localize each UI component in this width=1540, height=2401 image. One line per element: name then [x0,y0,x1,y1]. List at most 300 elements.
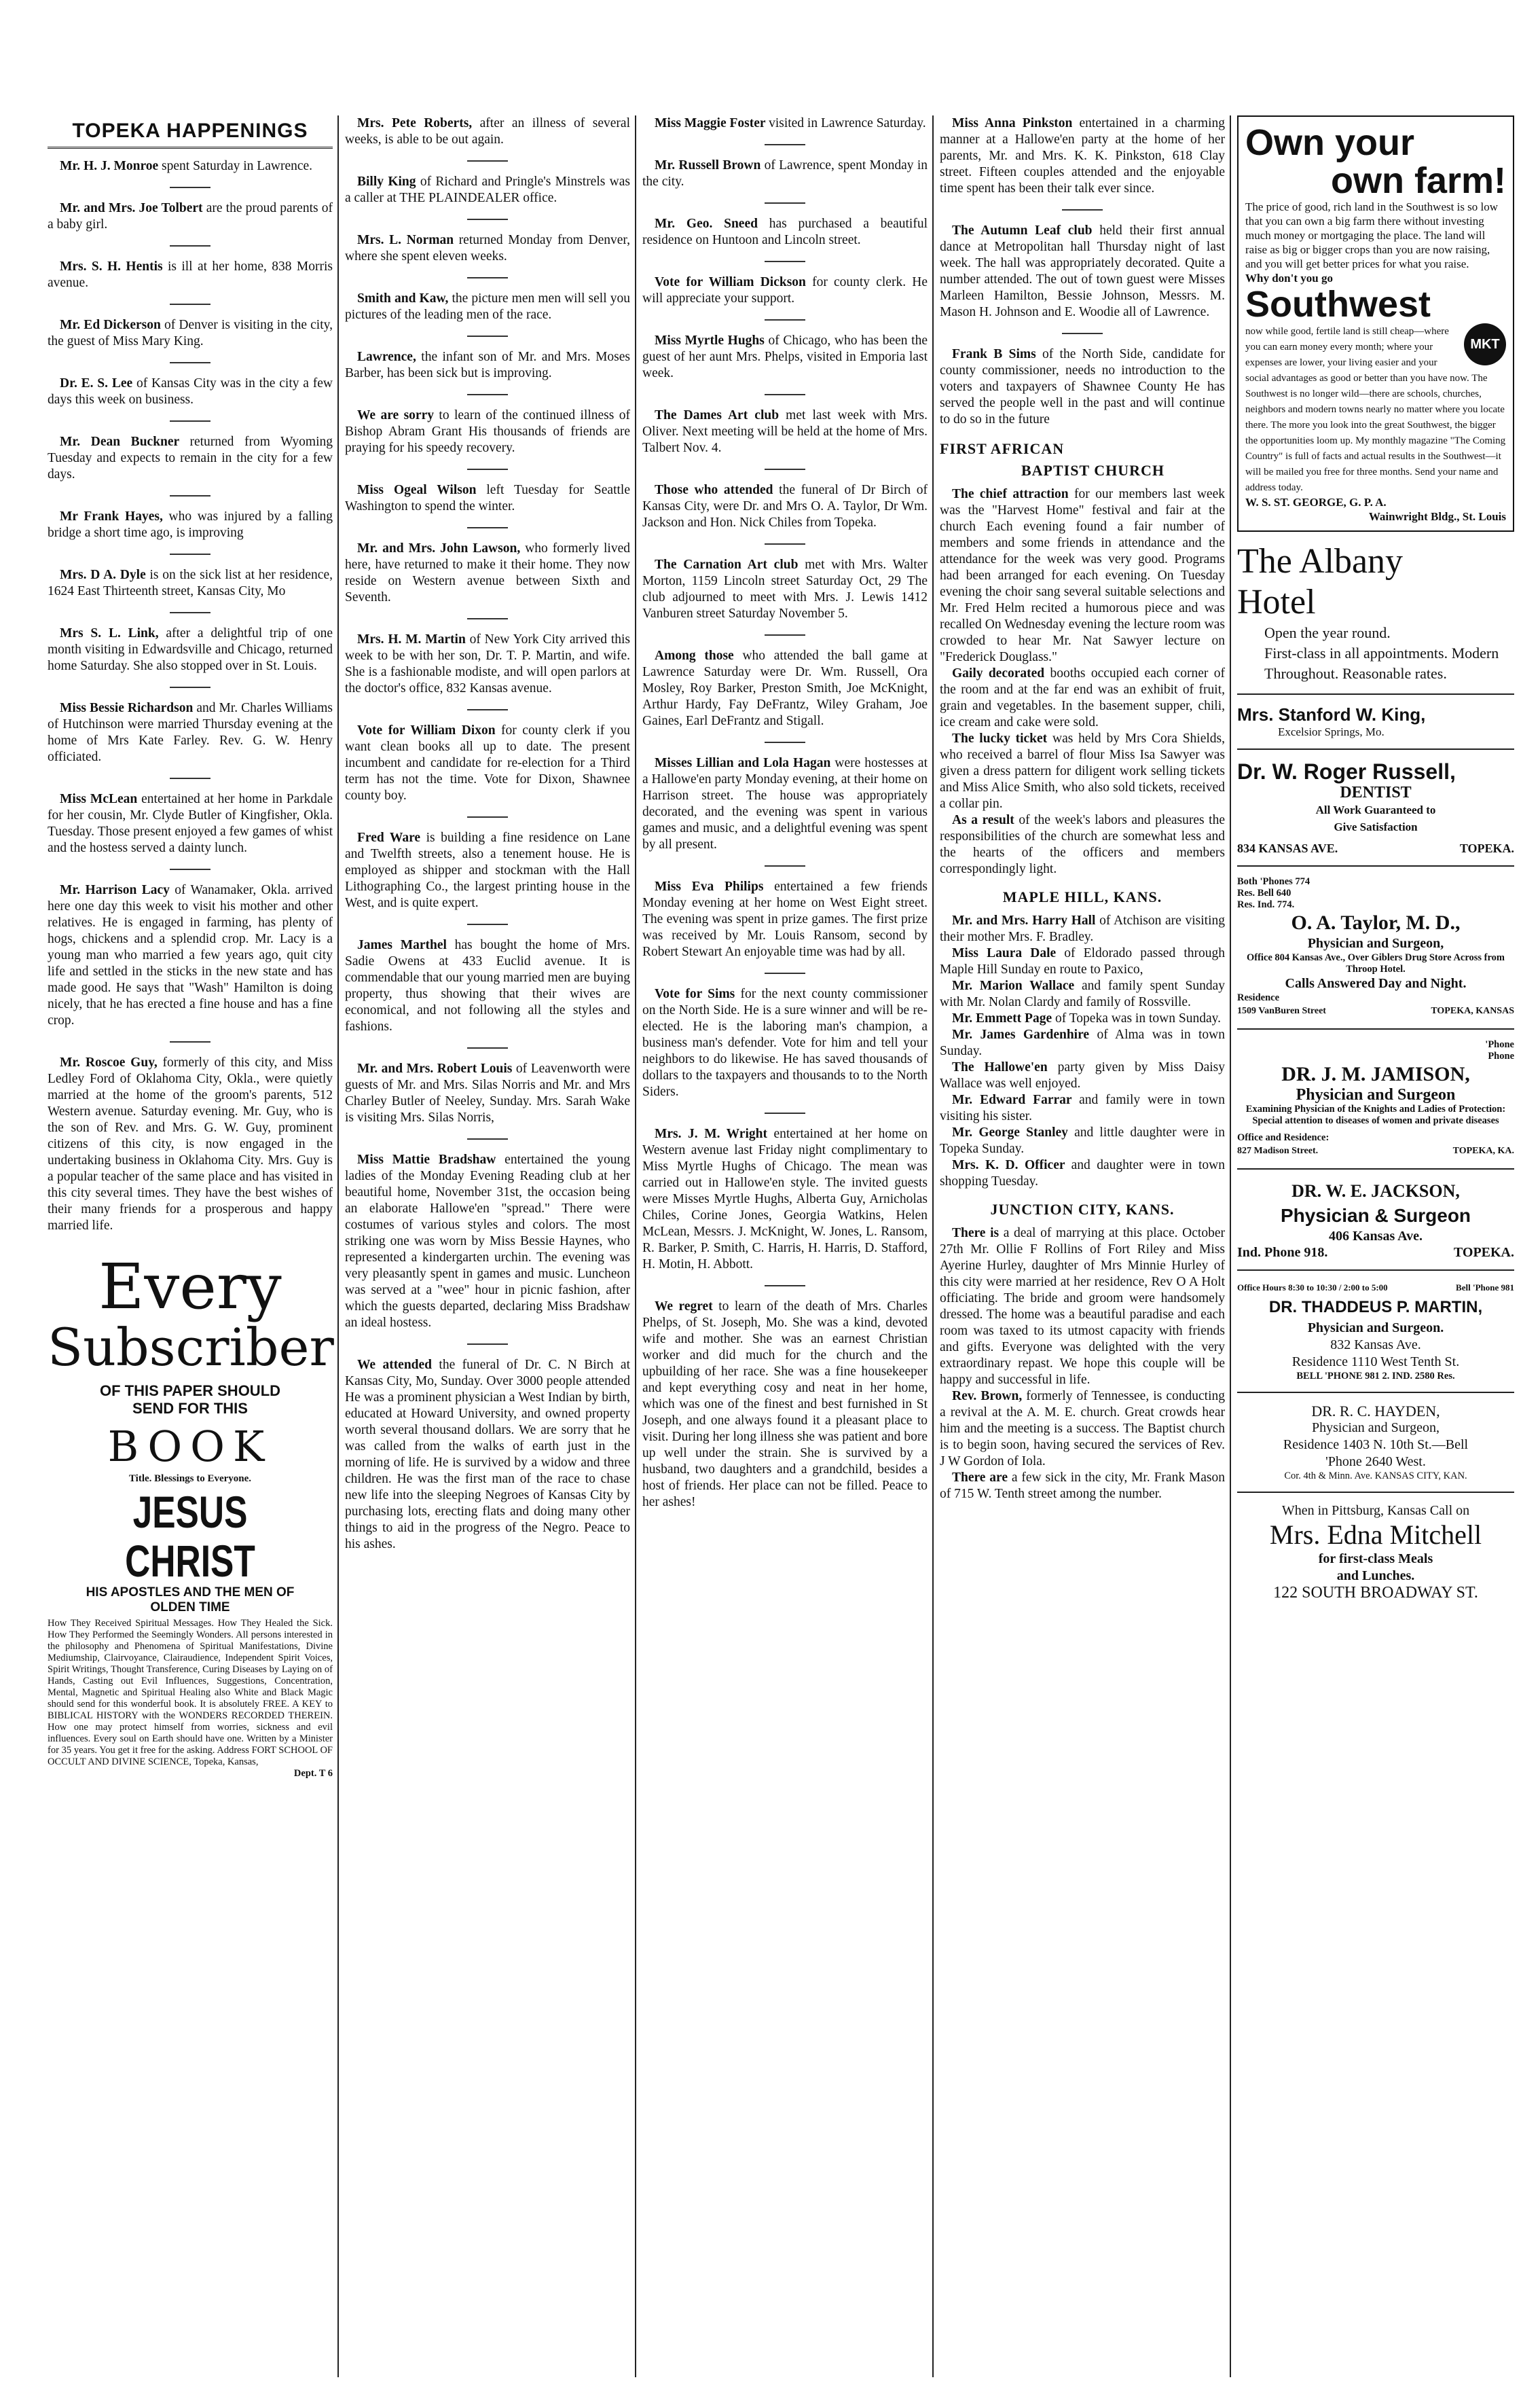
news-item-text: party given by Miss Daisy Wallace was well enjoyed. [940,1060,1225,1091]
item-separator [467,1343,508,1345]
news-items [940,115,1225,428]
news-item-lead: Miss Laura Dale [952,946,1065,960]
news-item [48,882,333,1029]
news-item-text: is ill at her home, 838 Morris avenue. [48,259,333,290]
item-separator [170,362,210,363]
item-separator [765,1285,805,1286]
news-item-text: visited in Lawrence Saturday. [769,116,926,130]
news-item [940,913,1225,945]
taylor-address: Office 804 Kansas Ave., Over Giblers Drug Store Across from Throop Hotel. [1246,952,1505,975]
news-item-text: are the proud parents of a baby girl. [48,201,333,232]
news-item-text: who was injured by a falling bridge a short time ago, is improving [48,509,333,540]
news-item-text: is building a fine residence on Lane and Twelfth streets, also a tenement house. He is employed as shipper and stockman with the Hall Lithographing Co., the largest printing house in the West, and is quite expert. [345,831,630,910]
divider [1237,1392,1514,1393]
jackson-city: TOPEKA. [1453,1245,1514,1260]
taylor-calls: Calls Answered Day and Night. [1285,976,1467,991]
jamison-address-row [1237,1144,1514,1159]
martin-address: 832 Kansas Ave. [1330,1337,1421,1352]
news-item-lead: Mrs S. L. Link, [60,626,166,640]
news-item-lead: Mr. H. J. Monroe [60,159,162,173]
albany-hotel-ad [1237,541,1514,684]
taylor-res: Residence [1237,992,1280,1003]
news-item-text: for our members last week was the "Harvest Home" festival and fair at the church Each evening found a fair number of members and some friends in attendance and the attendance for the week was very good. Programs had been arranged for each evening. On Tuesday evening the choir sang several suitable selections and Mr. Fred Helm recited a humorous piece and was recalled On Wednesday evening the lecture room was crowded to hear Mr. Nat Sawyer lecture on "Frederick Douglass." [940,487,1225,664]
news-item-lead: The Hallowe'en [952,1060,1058,1075]
news-item [345,115,630,148]
hayden-title: Physician and Surgeon, [1312,1420,1440,1435]
news-item-lead: Vote for Sims [655,987,741,1001]
news-item [48,509,333,541]
news-item-lead: Mr. Geo. Sneed [655,217,769,231]
news-item-text: met with Mrs. Walter Morton, 1159 Lincoln street Saturday Oct, 29 The club adjourned to meet with Mrs. J. Lewis 1412 Vanburen street Saturday November 5. [642,558,928,621]
news-item-lead: James Marthel [357,938,455,952]
farm-body: The price of good, rich land in the Southwest is so low that you can own a big farm there without investing much money or mortgaging the place. The land will raise as big or bigger crops than you are now raising, and you will get better prices for what you raise. [1245,200,1499,270]
news-item-lead: Mr. Dean Buckner [60,435,190,449]
news-item [642,482,928,531]
taylor-phone2: Res. Bell 640 [1237,888,1291,899]
news-item [345,1061,630,1126]
news-item-text: of Topeka was in town Sunday. [1055,1011,1221,1026]
mkt-logo-icon: MKT [1464,323,1506,365]
news-item [940,812,1225,878]
church-heading-2: BAPTIST CHURCH [1021,462,1165,479]
item-separator [170,304,210,305]
news-item-lead: Frank B Sims [952,347,1042,361]
farm-sign: W. S. ST. GEORGE, G. P. A. [1245,496,1387,509]
farm-address: Wainwright Bldg., St. Louis [1368,510,1506,523]
news-item-lead: Miss Maggie Foster [655,116,769,130]
news-item [940,115,1225,197]
martin-bell: Bell 'Phone 981 [1456,1282,1514,1293]
news-item-lead: Mr. and Mrs. Harry Hall [952,914,1100,928]
russell-line1: All Work Guaranteed to [1315,804,1436,816]
news-item-text: and family were in town visiting his sister. [940,1093,1225,1123]
news-item-text: entertained a few friends Monday evening at her home on West Eight street. The evening was spent in prize games. The first prize was received by Mr. Louis Ransom, second by Robert Stewart An enjoyable time was had by all. [642,880,928,959]
news-item-lead: Gaily decorated [952,666,1050,681]
news-item-lead: Miss Mattie Bradshaw [357,1153,505,1167]
news-item-lead: We are sorry [357,408,439,422]
ad-jesus: JESUS CHRIST [125,1487,255,1586]
news-item [940,978,1225,1011]
news-item-lead: Lawrence, [357,350,422,364]
item-separator [170,612,210,613]
news-item [345,937,630,1035]
news-item-text: entertained at her home on Western avenue last Friday night complimentary to Miss Myrtle Hughs of Chicago. The mean was carried out in Hallowe'en style. The invited guests were Misses Myrtle Hughs, Alberta Guy, Arnicholas Chiles, Corine Jones, Georgia Watkins, Helen McLean, Messrs. J. McKnight, W. Jones, L. Ransom, R. Barker, P. Smith, C. Harris, H. Harris, D. Stafford, H. Motin, H. Abbott. [642,1127,928,1271]
news-item-text: of the North Side, candidate for county commissioner, needs no introduction to the voters and taxpayers of Shawnee County He has served the people well in the past and will continue to do so in the future [940,347,1226,427]
news-item-text: of Chicago, who has been the guest of her aunt Mrs. Phelps, visited in Emporia last week. [642,333,928,380]
news-item [940,1027,1225,1060]
news-item [345,232,630,265]
news-item-lead: Mr. and Mrs. John Lawson, [357,541,526,556]
news-item [940,1388,1225,1470]
news-item [345,482,630,515]
news-item-lead: Mr Frank Hayes, [60,509,169,524]
news-item [48,158,333,175]
news-item-lead: Fred Ware [357,831,426,845]
item-separator [765,202,805,204]
news-item-text: and family spent Sunday with Mr. Nolan Clardy and family of Rossville. [940,979,1225,1009]
news-item-lead: Mrs. S. H. Hentis [60,259,168,274]
jackson-title: Physician & Surgeon [1280,1205,1471,1226]
news-item-lead: Mr. James Gardenhire [952,1028,1097,1042]
news-item-text: spent Saturday in Lawrence. [162,159,313,173]
news-item [642,557,928,622]
column-1 [48,115,333,1780]
news-item-text: and daughter were in town shopping Tuesday. [940,1158,1225,1189]
news-item-lead: The Autumn Leaf club [952,223,1100,238]
news-item-text: of Richard and Pringle's Minstrels was a caller at THE PLAINDEALER office. [345,175,630,205]
ad-dept: Dept. T 6 [293,1768,333,1779]
albany-line-3: Throughout. Reasonable rates. [1264,665,1447,682]
jackson-name: DR. W. E. JACKSON, [1291,1181,1460,1201]
news-item [940,1225,1225,1388]
hayden-phone: 'Phone 2640 West. [1325,1454,1426,1469]
farm-body2 [1245,323,1506,495]
newspaper-page [48,115,1514,2384]
news-item-text: returned from Wyoming Tuesday and expects to remain in the city for a few days. [48,435,333,482]
news-item-text: the picture men men will sell you pictures of the leading men of the race. [345,291,630,322]
taylor-card [1237,876,1514,1019]
ad-book: BOOK [107,1422,273,1471]
hayden-res: Residence 1403 N. 10th St.—Bell [1283,1437,1469,1452]
item-separator [765,634,805,636]
news-item [642,216,928,249]
news-item-lead: Mr. Russell Brown [655,158,765,173]
news-item [940,1011,1225,1027]
news-item-lead: Mrs. Pete Roberts, [357,116,480,130]
news-item-lead: Smith and Kaw, [357,291,452,306]
news-item [940,731,1225,812]
item-separator [467,924,508,925]
news-item [642,648,928,729]
item-separator [765,742,805,743]
taylor-res-row [1237,1004,1514,1019]
item-separator [467,1138,508,1140]
news-item-text: to learn of the death of Mrs. Charles Phelps, of St. Joseph, Mo. She was a kind, devoted wife and mother. She was an earnest Christian worker and did much for the church and the upbuilding of her race. She was a fine housekeeper and kept everything cosy and neat in her home, which was one of the finest and best furnished in St Joseph, and one always found it a pleasant place to visit. During her long illness she was patient and bore up well under the strain. She is survived by a husband, two daughters and a grandchild, besides a host of friends. Her place can not be filled. Peace to her ashes! [642,1299,928,1509]
farm-southwest: Southwest [1245,284,1431,325]
albany-line-1: Open the year round. [1264,624,1391,641]
hayden-name: DR. R. C. HAYDEN, [1311,1403,1440,1420]
column-rule [932,115,934,2377]
martin-card [1237,1280,1514,1382]
news-item [345,632,630,697]
russell-title: DENTIST [1340,784,1412,801]
item-separator [1062,333,1103,334]
news-item [940,223,1225,321]
item-separator [467,709,508,710]
martin-name: DR. THADDEUS P. MARTIN, [1268,1298,1483,1316]
news-item-text: entertained the young ladies of the Monday Evening Reading club at her beautiful home, November 31st, the occasion being an elaborate Hallowe'en "spread." There were costumes of various styles and colors. The most striking one was worn by Miss Bessie Haynes, who represented a kindergarten urchin. The evening was very pleasantly spent in games and music. Luncheon was served at a "wee" hour in picnic fashion, after which the guests departed, declaring Miss Bradshaw an ideal hostess. [345,1153,630,1330]
ad-subscriber: Subscriber [48,1317,334,1377]
news-item-lead: Mrs. H. M. Martin [357,632,470,647]
column-4 [940,115,1225,1502]
martin-phones: BELL 'PHONE 981 2. IND. 2580 Res. [1296,1371,1455,1382]
hayden-card [1237,1403,1514,1482]
jamison-phone1: 'Phone [1485,1039,1514,1050]
news-item-text: of Wanamaker, Okla. arrived here one day this week to visit his mother and other relatives. He is engaged in farming, has plenty of hogs, chickens and a splendid crop. Mr. Lacy is a young man who married a few years ago, quit city life and settled in the sticks in the new state and has made good. He says that "Wash" Hamilton is doing nicely, that he has erected a fine house and has a fine crop. [48,883,333,1028]
item-separator [765,394,805,395]
column-rule [635,115,636,2377]
news-item-text: who attended the ball game at Lawrence Saturday were Dr. Wm. Russell, Ora Mosley, Roy Barker, Preston Smith, Joe McKnight, Arthur Hardy, Fay DeFrantz, Wiley Graham, Joe Gaines, Earl DeFrantz and Stigall. [642,649,928,728]
news-item [642,115,928,132]
item-separator [170,778,210,779]
news-item-lead: Misses Lillian and Lola Hagan [655,756,835,770]
news-item-text: has purchased a beautiful residence on Huntoon and Lincoln street. [642,217,928,247]
stanford-name: Mrs. Stanford W. King, [1237,704,1426,725]
news-item [642,1299,928,1511]
news-item-text: entertained in a charming manner at a Hallowe'en party at the home of her parents, Mr. and Mrs. K. K. Pinkston, 618 Clay street. Fifteen couples attended and the enjoyable time spent has been their talk ever since. [940,116,1225,196]
news-item [48,791,333,856]
news-item-lead: Miss Myrtle Hughs [655,333,769,348]
item-separator [170,687,210,688]
divider [1237,1028,1514,1030]
item-separator [467,618,508,619]
divider [1237,693,1514,695]
item-separator [1062,209,1103,211]
news-item [48,1055,333,1234]
news-item [642,755,928,853]
divider [1237,1269,1514,1271]
news-item-text: returned Monday from Denver, where she spent eleven weeks. [345,233,630,264]
news-item-text: the funeral of Dr Birch of Kansas City, were Dr. and Mrs O. A. Taylor, Dr Wm. Jackson and Hon. Nick Chiles from Topeka. [642,483,928,530]
mitchell-name: Mrs. Edna Mitchell [1269,1519,1482,1550]
news-item-lead: Those who attended [655,483,780,497]
martin-title: Physician and Surgeon. [1307,1320,1444,1335]
stanford-place: Excelsior Springs, Mo. [1278,725,1385,738]
news-item-lead: Mr. Roscoe Guy, [60,1055,163,1070]
news-item [940,1060,1225,1092]
news-items [940,1225,1225,1502]
news-item [642,408,928,456]
mitchell-when: When in Pittsburg, Kansas Call on [1281,1503,1470,1518]
news-item-text: of Lawrence, spent Monday in the city. [642,158,928,189]
news-item-lead: Dr. E. S. Lee [60,376,136,391]
maple-hill-heading: MAPLE HILL, KANS. [1002,888,1162,905]
news-item-text: of Denver is visiting in the city, the guest of Miss Mary King. [48,318,333,348]
news-item-text: formerly of this city, and Miss Ledley Ford of Oklahoma City, Okla., were quietly married at the home of the groom's parents, 512 Western avenue. Saturday evening. Mr. Guy, who is the son of Rev. and Mrs. G. W. Guy, prominent citizens of this city, is now engaged in the undertaking business in Oklahoma City. Mrs. Guy is a popular teacher of the same place and has visited in this city several times. They have the best wishes of their many friends for a prosperous and happy married life. [48,1055,333,1233]
news-item [48,434,333,483]
mitchell-address: 122 SOUTH BROADWAY ST. [1273,1584,1478,1602]
jackson-card [1237,1179,1514,1260]
albany-name-2: Hotel [1237,583,1316,621]
taylor-res-address: 1509 VanBuren Street [1237,1006,1326,1016]
farm-advertisement [1237,115,1514,532]
item-separator [467,816,508,818]
news-item [48,259,333,291]
jamison-name: DR. J. M. JAMISON, [1281,1063,1470,1085]
jamison-title: Physician and Surgeon [1296,1086,1456,1104]
news-item-text: a deal of marrying at this place. October 27th Mr. Ollie F Rollins of Fort Riley and Miss Ayerine Hurley, daughter of Mrs Minnie Hurley of this city were married at her residence, Rev O A Holt officiating. The bride and groom were handsomely dressed. The home was a beautiful paradise and each room was taxed to its utmost capacity with friends and gifts. Everyone was delighted with the very extraordinary repast. We hope this couple will be happy and successful in life. [940,1226,1225,1387]
item-separator [170,1041,210,1043]
news-item-text: after an illness of several weeks, is able to be out again. [345,116,630,147]
item-separator [170,420,210,422]
farm-title-1: Own your [1245,122,1415,163]
news-item-text: for county clerk if you want clean books all up to date. The present incumbent and candidate for re-election for a Third term has not the time. Vote for Dixon, Shawnee county boy. [345,723,630,803]
news-item-text: of Alma was in town Sunday. [940,1028,1225,1058]
item-separator [467,394,508,395]
taylor-title: Physician and Surgeon, [1307,936,1444,951]
item-separator [170,869,210,870]
news-item-text: is on the sick list at her residence, 1624 East Thirteenth street, Kansas City, Mo [48,568,333,598]
news-item-text: were hostesses at a Hallowe'en party Monday evening, at their home on Harrison street. The house was appropriately decorated, and the evening was spent in various games and music, and a delightful evening was spent by all present. [642,756,928,852]
news-item-text: formerly of Tennessee, is conducting a revival at the A. M. E. church. Great crowds hear him and the meeting is a success. The Baptist church is to begin soon, having secured the services of Rev. J W Gordon of Iola. [940,1389,1225,1468]
russell-name: Dr. W. Roger Russell, [1237,759,1456,784]
news-item-lead: Billy King [357,175,420,189]
news-item [642,986,928,1100]
item-separator [765,319,805,321]
news-item [345,723,630,804]
news-item-text: a few sick in the city, Mr. Frank Mason of 715 W. Tenth street among the number. [940,1470,1225,1501]
news-item-text: met last week with Mrs. Oliver. Next meeting will be held at the home of Mrs. Talbert Nov. 4. [642,408,928,455]
column-rule [337,115,339,2377]
news-item-lead: Mr. and Mrs. Robert Louis [357,1062,516,1076]
news-items [48,158,333,1234]
news-item [345,1152,630,1331]
ad-line1: OF THIS PAPER SHOULD [99,1382,281,1399]
mitchell-line1: for first-class Meals [1318,1551,1433,1566]
news-item [642,1126,928,1273]
news-item [345,830,630,911]
item-separator [765,865,805,867]
news-item-lead: Mrs. L. Norman [357,233,459,247]
news-item-lead: Mrs. J. M. Wright [655,1127,774,1141]
junction-city-heading: JUNCTION CITY, KANS. [990,1201,1175,1218]
news-items [345,115,630,1553]
news-items [940,486,1225,878]
news-item-text: for county clerk. He will appreciate your support. [642,275,928,306]
news-item-lead: Vote for William Dixon [357,723,502,738]
jamison-office: Office and Residence: [1237,1132,1330,1143]
news-item-lead: Vote for William Dickson [655,275,813,289]
church-heading-1: FIRST AFRICAN [940,440,1065,457]
news-item-lead: There are [952,1470,1012,1485]
news-item [48,376,333,408]
news-item-lead: Mrs. D A. Dyle [60,568,150,582]
ad-olden: OLDEN TIME [150,1600,230,1614]
news-item-lead: Miss Anna Pinkston [952,116,1080,130]
farm-title-2: own farm! [1330,160,1506,201]
news-item-text: after a delightful trip of one month visiting in Edwardsville and Chicago, returned home Saturday. She also stopped over in St. Louis. [48,626,333,673]
item-separator [467,469,508,470]
news-item-lead: Mr. Edward Farrar [952,1093,1080,1107]
albany-line-2: First-class in all appointments. Modern [1264,645,1499,662]
news-item-text: the funeral of Dr. C. N Birch at Kansas City, Mo, Sunday. Over 3000 people attended He was a prominent physician a West Indian by birth, educated at Howard University, and owned property worth several thousand dollars. We are sorry that he was called from the walks of earth just in the morning of life. He is survived by a widow and three children. He was the first man of the race to chase new life into the sleeping Negroes of Kansas City by purchasing lots, erecting flats and doing many other things to aid in the progress of the Negro. Peace to his ashes. [345,1358,630,1551]
news-item [345,174,630,206]
item-separator [170,187,210,188]
news-item-lead: Among those [655,649,743,663]
news-item [345,1357,630,1553]
news-item-lead: Miss McLean [60,792,142,806]
news-item [48,317,333,350]
item-separator [467,277,508,278]
news-item-lead: Mr. Emmett Page [952,1011,1055,1026]
russell-address: 834 KANSAS AVE. [1237,842,1338,855]
news-item-lead: Miss Ogeal Wilson [357,483,487,497]
hayden-address: Cor. 4th & Minn. Ave. KANSAS CITY, KAN. [1284,1470,1467,1481]
news-item [940,346,1225,428]
news-item-lead: There is [952,1226,1004,1240]
russell-line2: Give Satisfaction [1334,820,1418,833]
taylor-phone3: Res. Ind. 774. [1237,899,1295,910]
news-item [940,1092,1225,1125]
item-separator [467,160,508,162]
item-separator [170,554,210,555]
russell-city: TOPEKA. [1459,842,1514,855]
item-separator [467,1047,508,1049]
ad-title: Title. Blessings to Everyone. [128,1473,252,1484]
farm-why: Why don't you go [1245,272,1333,285]
jamison-address: 827 Madison Street. [1237,1146,1319,1156]
item-separator [765,469,805,470]
jamison-line1: Examining Physician of the Knights and Ladies of Protection: [1245,1104,1506,1115]
item-separator [765,973,805,974]
news-item [345,541,630,606]
ad-body: How They Received Spiritual Messages. How They Healed the Sick. How They Performed the Seemingly Wonders. All persons interested in the philosophy and Phenomena of Spiritual Manifestations, Divine Mediumship, Clairvoyance, Clairaudience, Independent Spirit Voices, Spirit Writings, Thought Transference, Curing Diseases by Laying on of Hands, Casting out Evil Influences, Suggestions, Concentration, Mental, Magnetic and Spiritual Healing also White and Black Magic should send for this wonderful book. It is absolutely FREE. A KEY to BIBLICAL HISTORY with the WONDERS RECORDED THEREIN. How one may protect himself from worries, sickness and evil influences. Every soul on Earth should have one. Written by a Minister for 35 years. You get it free for the asking. Address FORT SCHOOL OF OCCULT AND DIVINE SCIENCE, Topeka, Kansas, [48,1618,333,1767]
mitchell-line2: and Lunches. [1336,1568,1415,1583]
news-items [940,913,1225,1190]
item-separator [765,144,805,145]
divider [1237,1168,1514,1170]
news-item-text: the infant son of Mr. and Mrs. Moses Barber, has been sick but is improving. [345,350,630,380]
news-item-lead: The chief attraction [952,487,1075,501]
divider [1237,1492,1514,1493]
news-item-lead: The lucky ticket [952,732,1052,746]
news-item [940,1125,1225,1157]
taylor-name: O. A. Taylor, M. D., [1291,911,1461,934]
news-item-lead: We attended [357,1358,439,1372]
news-item-text: of Kansas City was in the city a few days this week on business. [48,376,333,407]
news-item-text: of New York City arrived this week to be with her son, Dr. T. P. Martin, and wife. She is a fashionable modiste, and will open parlors at the doctor's office, 832 Kansas avenue. [345,632,630,696]
item-separator [170,495,210,497]
item-separator [467,527,508,528]
taylor-city: TOPEKA, KANSAS [1431,1006,1514,1016]
albany-name-1: The Albany [1237,542,1404,581]
jamison-city: TOPEKA, KA. [1452,1146,1514,1156]
news-item [642,274,928,307]
jamison-phone2: Phone [1488,1051,1514,1062]
column-5-ads [1237,115,1514,1602]
russell-card [1237,759,1514,856]
news-item-lead: The Carnation Art club [655,558,805,572]
martin-hours: Office Hours 8:30 to 10:30 / 2:00 to 5:00 [1237,1282,1388,1293]
item-separator [765,1113,805,1114]
news-item [345,349,630,382]
news-item [48,626,333,674]
news-item-text: for the next county commissioner on the North Side. He is a sure winner and will be re-elected. He is the laboring man's champion, a business man's defender. Vote for him and tell your neighbors to do likewise. He has saved thousands of dollars to the taxpayers and thousands to to the North Siders. [642,987,928,1099]
column-rule [1230,115,1231,2377]
news-item [940,666,1225,731]
news-item [642,879,928,960]
news-item-lead: Rev. Brown, [952,1389,1027,1403]
item-separator [467,336,508,337]
news-item-text: to learn of the continued illness of Bishop Abram Grant His thousands of friends are praying for his speedy recovery. [345,408,631,455]
news-item-text: booths occupied each corner of the room and at the far end was an exhibit of fruit, grain and vegetables. In the basement supper, chili, ice cream and cake were sold. [940,666,1225,729]
news-item [940,1157,1225,1190]
news-item [345,291,630,323]
column-2 [345,115,630,1553]
item-separator [765,261,805,262]
item-separator [765,543,805,545]
news-item-lead: Mrs. K. D. Officer [952,1158,1071,1172]
news-items [642,115,928,1511]
martin-res: Residence 1110 West Tenth St. [1291,1354,1460,1369]
farm-body2-text: now while good, fertile land is still cheap—where you can earn money every month; where your expenses are lower, your living easier and your social advantages as good or better than you have now. The Southwest is no longer wild—there are schools, churches, neighbors and modern towns nearly no matter where you locate there. The more you look into the great Southwest, the bigger the opportunities loom up. My monthly magazine "The Coming Country" is full of facts and actual results in the Southwest—it will be mailed you free for three months. Send your name and address today. [1245,326,1506,493]
news-item-text: was held by Mrs Cora Shields, who received a barrel of flour Miss Isa Sawyer was given a dress pattern for diligent work selling tickets and Miss Alice Smith, who also sold tickets, received a collar pin. [940,732,1225,811]
news-item-lead: Miss Bessie Richardson [60,701,197,715]
jamison-card [1237,1039,1514,1159]
news-item-lead: Mr. Marion Wallace [952,979,1082,993]
news-item-lead: Mr. Ed Dickerson [60,318,164,332]
news-item [940,1470,1225,1502]
